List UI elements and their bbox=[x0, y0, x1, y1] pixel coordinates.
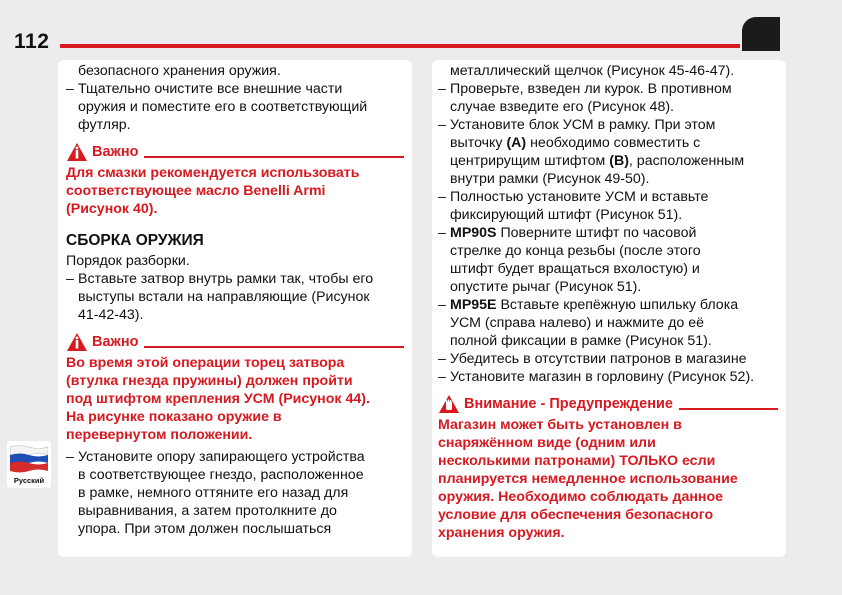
list-item-line: – Установите опору запирающего устройства bbox=[66, 448, 404, 466]
list-item-fix-pin bbox=[438, 188, 778, 224]
notice-title: Важно bbox=[92, 334, 139, 350]
notice-line: хранения оружия. bbox=[438, 525, 565, 541]
list-item-line: УСМ (справа налево) и нажмите до её bbox=[450, 315, 705, 331]
notice-rule bbox=[144, 346, 404, 348]
list-item-line: полной фиксации в рамке (Рисунок 51). bbox=[450, 333, 712, 349]
list-item-line: – Вставьте затвор внутрь рамки так, чтобы его bbox=[66, 270, 404, 288]
list-item-line: штифт будет вращаться вхолостую) и bbox=[450, 261, 700, 277]
text-run: необходимо совместить с bbox=[526, 135, 701, 151]
list-item-line: в соответствующее гнездо, расположенное bbox=[78, 467, 364, 483]
notice-header bbox=[66, 142, 404, 162]
notice-line: На рисунке показано оружие в bbox=[66, 409, 282, 425]
list-item-line: футляр. bbox=[78, 117, 131, 133]
info-warning-icon bbox=[66, 332, 88, 352]
text-run: , расположенным bbox=[628, 153, 745, 169]
text-run: Вставьте крепёжную шпильку блока bbox=[496, 297, 739, 313]
notice-line: условие для обеспечения безопасного bbox=[438, 507, 714, 523]
warning-notice-magazine bbox=[438, 394, 778, 542]
list-item-line: выравнивания, а затем протолкните до bbox=[78, 503, 337, 519]
list-item-bolt bbox=[66, 270, 404, 324]
info-warning-icon bbox=[66, 142, 88, 162]
notice-rule bbox=[679, 408, 778, 410]
notice-line: Во время этой операции торец затвора bbox=[66, 355, 345, 371]
list-item-clean bbox=[66, 80, 404, 134]
list-item-line bbox=[438, 296, 778, 314]
section-title: СБОРКА ОРУЖИЯ bbox=[66, 232, 204, 249]
list-item-trigger-block bbox=[438, 116, 778, 188]
list-item-mp90s bbox=[438, 224, 778, 296]
list-item-magazine-install: – Установите магазин в горловину (Рисунок 52). bbox=[438, 368, 778, 386]
language-tab[interactable] bbox=[7, 441, 51, 488]
list-item-line: – Установите блок УСМ в рамку. При этом bbox=[438, 116, 778, 134]
list-item-line: – Тщательно очистите все внешние части bbox=[66, 80, 404, 98]
notice-line: (Рисунок 40). bbox=[66, 201, 158, 217]
notice-line: (втулка гнезда пружины) должен пройти bbox=[66, 373, 353, 389]
notice-line: под штифтом крепления УСМ (Рисунок 44). bbox=[66, 391, 370, 407]
list-item-line bbox=[438, 152, 778, 170]
continued-text: безопасного хранения оружия. bbox=[78, 63, 281, 79]
russian-flag-icon bbox=[10, 445, 48, 473]
model-name: MP95E bbox=[450, 297, 497, 313]
text-run: центрирущим штифтом bbox=[450, 153, 610, 169]
page-number: 112 bbox=[14, 30, 50, 53]
procedure-intro: Порядок разборки. bbox=[66, 253, 190, 269]
list-item-line: упора. При этом должен послышаться bbox=[78, 521, 332, 537]
notice-header bbox=[438, 394, 778, 414]
notice-line: снаряжённом виде (одним или bbox=[438, 435, 656, 451]
text-run: Поверните штифт по часовой bbox=[496, 225, 697, 241]
list-item-magazine-empty: – Убедитесь в отсутствии патронов в магазине bbox=[438, 350, 778, 368]
notice-line: несколькими патронами) ТОЛЬКО если bbox=[438, 453, 716, 469]
list-item-line bbox=[438, 134, 778, 152]
list-item-support bbox=[66, 448, 404, 538]
notice-header bbox=[66, 332, 404, 352]
corner-tab bbox=[742, 17, 780, 51]
list-item-line: – Полностью установите УСМ и вставьте bbox=[438, 188, 778, 206]
language-label: Русский bbox=[13, 476, 45, 485]
list-item-mp95e bbox=[438, 296, 778, 350]
list-item-line: в рамке, немного оттяните его назад для bbox=[78, 485, 349, 501]
list-item-line bbox=[438, 224, 778, 242]
right-column bbox=[432, 60, 786, 557]
text-run: выточку bbox=[450, 135, 507, 151]
notice-line: оружия. Необходимо соблюдать данное bbox=[438, 489, 724, 505]
list-item-line: внутри рамки (Рисунок 49-50). bbox=[450, 171, 650, 187]
important-notice-lubrication bbox=[66, 142, 404, 218]
reference-label-b: (B) bbox=[609, 153, 629, 169]
list-item-check-hammer bbox=[438, 80, 778, 116]
notice-rule bbox=[144, 156, 404, 158]
list-item-line: стрелке до конца резьбы (после этого bbox=[450, 243, 701, 259]
hand-warning-icon bbox=[438, 394, 460, 414]
notice-line: Для смазки рекомендуется использовать bbox=[66, 165, 360, 181]
continued-text: металлический щелчок (Рисунок 45-46-47). bbox=[450, 63, 735, 79]
important-notice-bolt bbox=[66, 332, 404, 444]
list-item-line: 41-42-43). bbox=[78, 307, 144, 323]
notice-line: планируется немедленное использование bbox=[438, 471, 738, 487]
notice-line: перевернутом положении. bbox=[66, 427, 253, 443]
notice-line: соответствующее масло Benelli Armi bbox=[66, 183, 326, 199]
list-item-line: выступы встали на направляющие (Рисунок bbox=[78, 289, 370, 305]
notice-line: Магазин может быть установлен в bbox=[438, 417, 682, 433]
list-item-line: оружия и поместите его в соответствующий bbox=[78, 99, 368, 115]
list-item-line: случае взведите его (Рисунок 48). bbox=[450, 99, 674, 115]
header-rule bbox=[60, 44, 740, 48]
notice-title: Важно bbox=[92, 144, 139, 160]
model-name: MP90S bbox=[450, 225, 497, 241]
left-column bbox=[58, 60, 412, 557]
list-item-line: опустите рычаг (Рисунок 51). bbox=[450, 279, 642, 295]
reference-label-a: (A) bbox=[506, 135, 527, 151]
list-item-line: – Проверьте, взведен ли курок. В противном bbox=[438, 80, 778, 98]
notice-title: Внимание - Предупреждение bbox=[464, 396, 673, 412]
list-item-line: фиксирующий штифт (Рисунок 51). bbox=[450, 207, 683, 223]
